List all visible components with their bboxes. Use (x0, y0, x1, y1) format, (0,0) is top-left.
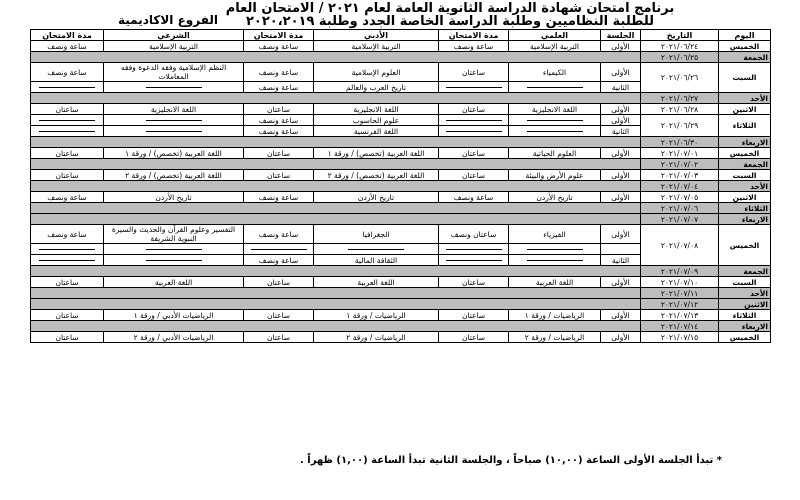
empty-cell (439, 255, 509, 266)
holiday-row (31, 214, 771, 225)
holiday-fill (31, 266, 641, 277)
holiday-fill (31, 299, 641, 310)
holiday-fill (31, 93, 641, 104)
duration-cell: ساعة ونصف (244, 115, 314, 126)
branch-label: الفروع الاكاديمية (118, 13, 218, 27)
footnote: * تبدأ الجلسة الأولى الساعة (١٠,٠٠) صباحاً ، والجلسة الثانية تبدأ الساعة (١,٠٠) ظهراً . (300, 455, 722, 466)
exam-row (31, 310, 771, 321)
duration-cell: ساعة ونصف (244, 41, 314, 52)
holiday-fill (31, 321, 641, 332)
session-cell: الأولى (601, 277, 641, 288)
holiday-fill (31, 288, 641, 299)
dash-line (446, 131, 502, 132)
duration-cell: ساعتان (439, 148, 509, 159)
holiday-row (31, 321, 771, 332)
exam-schedule-table (30, 29, 771, 343)
exam-row (31, 115, 771, 126)
header-row (31, 30, 771, 41)
dash-line (146, 260, 202, 261)
duration-cell: ساعة ونصف (244, 255, 314, 266)
date-cell: ٢٠٢١/٠٧/١٥ (641, 332, 719, 343)
subject-cell: اللغة الانجليزية (104, 104, 244, 115)
header-day: اليوم (719, 30, 771, 41)
date-cell: ٢٠٢١/٠٧/١١ (641, 288, 719, 299)
subject-cell: علوم الأرض والبيئة (509, 170, 601, 181)
subject-cell: علوم الحاسوب (314, 115, 439, 126)
exam-row (31, 104, 771, 115)
duration-cell: ساعتان (439, 277, 509, 288)
date-cell: ٢٠٢١/٠٦/٢٩ (641, 115, 719, 137)
duration-cell: ساعتان (439, 104, 509, 115)
empty-cell (509, 255, 601, 266)
session-cell: الأولى (601, 192, 641, 203)
subject-cell: التربية الإسلامية (509, 41, 601, 52)
date-cell: ٢٠٢١/٠٧/٠٤ (641, 181, 719, 192)
session-cell: الأولى (601, 332, 641, 343)
subject-cell: تاريخ الأردن (509, 192, 601, 203)
subject-cell: الرياضيات الأدبي / ورقة ١ (104, 310, 244, 321)
subject-cell: الجغرافيا (314, 225, 439, 244)
day-cell: الأحد (719, 181, 771, 192)
subject-cell: اللغة الانجليزية (509, 104, 601, 115)
duration-cell: ساعة ونصف (31, 41, 104, 52)
exam-row (31, 332, 771, 343)
duration-cell: ساعتان (244, 170, 314, 181)
day-cell: السبت (719, 277, 771, 288)
day-cell: الأحد (719, 288, 771, 299)
duration-cell: ساعة ونصف (31, 63, 104, 82)
date-cell: ٢٠٢١/٠٧/١٤ (641, 321, 719, 332)
day-cell: السبت (719, 170, 771, 181)
day-cell: الخميس (719, 148, 771, 159)
subject-cell: الرياضيات / ورقة ٢ (314, 332, 439, 343)
dash-line (146, 87, 202, 88)
subject-cell: التربية الإسلامية (104, 41, 244, 52)
duration-cell: ساعتان (31, 332, 104, 343)
header-sharia: الشرعي (104, 30, 244, 41)
dash-line (446, 120, 502, 121)
exam-row (31, 192, 771, 203)
day-cell: الاثنين (719, 104, 771, 115)
date-cell: ٢٠٢١/٠٧/٠٦ (641, 203, 719, 214)
duration-cell: ساعة ونصف (244, 82, 314, 93)
subject-cell: الفيزياء (509, 225, 601, 244)
duration-cell: ساعتان (439, 310, 509, 321)
empty-cell (104, 82, 244, 93)
page-subtitle: للطلبة النظاميين وطلبة الدراسة الخاصة الجدد وطلبة ٢٠٢٠،٢٠١٩ (245, 15, 655, 29)
subject-cell: الرياضيات الأدبي / ورقة ٢ (104, 332, 244, 343)
duration-cell: ساعتان (244, 310, 314, 321)
empty-cell (509, 244, 601, 255)
exam-row (31, 225, 771, 244)
dash-line (446, 87, 502, 88)
session-cell: الثانية (601, 126, 641, 137)
dash-line (146, 120, 202, 121)
subject-cell: اللغة الفرنسية (314, 126, 439, 137)
header-duration: مدة الامتحان (31, 30, 104, 41)
empty-cell (31, 126, 104, 137)
holiday-fill (31, 203, 641, 214)
subject-cell: الكيمياء (509, 63, 601, 82)
duration-cell: ساعة ونصف (439, 192, 509, 203)
holiday-row (31, 93, 771, 104)
exam-row (31, 170, 771, 181)
empty-cell (31, 82, 104, 93)
duration-cell: ساعتان (31, 148, 104, 159)
subject-cell: اللغة العربية (تخصص) / ورقة ١ (104, 148, 244, 159)
subject-cell: التفسير وعلوم القرآن والحديث والسيرة النبوية الشريفة (104, 225, 244, 244)
duration-cell: ساعتان (31, 104, 104, 115)
exam-row (31, 41, 771, 52)
dash-line (146, 249, 202, 250)
dash-line (446, 249, 502, 250)
empty-cell (439, 82, 509, 93)
date-cell: ٢٠٢١/٠٧/٠٨ (641, 225, 719, 266)
schedule-body (31, 41, 771, 343)
subject-cell: العلوم الإسلامية (314, 63, 439, 82)
subject-cell: اللغة العربية (314, 277, 439, 288)
holiday-row (31, 299, 771, 310)
date-cell: ٢٠٢١/٠٦/٣٠ (641, 137, 719, 148)
day-cell: الاربعاء (719, 137, 771, 148)
date-cell: ٢٠٢١/٠٦/٢٦ (641, 63, 719, 93)
holiday-row (31, 181, 771, 192)
header-duration: مدة الامتحان (439, 30, 509, 41)
day-cell: الخميس (719, 332, 771, 343)
date-cell: ٢٠٢١/٠٧/٠٣ (641, 170, 719, 181)
dash-line (146, 131, 202, 132)
holiday-row (31, 288, 771, 299)
duration-cell: ساعة ونصف (244, 192, 314, 203)
exam-row (31, 148, 771, 159)
date-cell: ٢٠٢١/٠٧/٠٧ (641, 214, 719, 225)
holiday-fill (31, 52, 641, 63)
duration-cell: ساعتان (31, 277, 104, 288)
holiday-row (31, 137, 771, 148)
subject-cell: اللغة العربية (509, 277, 601, 288)
empty-cell (509, 115, 601, 126)
subject-cell: اللغة العربية (104, 277, 244, 288)
day-cell: الخميس (719, 41, 771, 52)
day-cell: الاثنين (719, 299, 771, 310)
session-cell (601, 244, 641, 255)
header-session: الجلسة (601, 30, 641, 41)
session-cell: الأولى (601, 310, 641, 321)
dash-line (527, 131, 583, 132)
holiday-fill (31, 137, 641, 148)
dash-line (527, 120, 583, 121)
subject-cell: تاريخ العرب والعالم (314, 82, 439, 93)
session-cell: الثانية (601, 82, 641, 93)
dash-line (39, 87, 95, 88)
date-cell: ٢٠٢١/٠٧/٠٢ (641, 159, 719, 170)
dash-line (527, 87, 583, 88)
session-cell: الأولى (601, 225, 641, 244)
date-cell: ٢٠٢١/٠٦/٢٨ (641, 104, 719, 115)
empty-cell (104, 115, 244, 126)
duration-cell: ساعة ونصف (439, 41, 509, 52)
session-cell: الأولى (601, 63, 641, 82)
date-cell: ٢٠٢١/٠٦/٢٥ (641, 52, 719, 63)
page-title: برنامج امتحان شهادة الدراسة الثانوية العامة لعام ٢٠٢١ / الامتحان العام (225, 2, 675, 16)
empty-cell (509, 82, 601, 93)
duration-cell: ساعتان (31, 170, 104, 181)
empty-cell (104, 126, 244, 137)
empty-cell (244, 244, 314, 255)
exam-row (31, 63, 771, 82)
header-literary: الأدبي (314, 30, 439, 41)
empty-cell (31, 255, 104, 266)
holiday-row (31, 266, 771, 277)
empty-cell (314, 244, 439, 255)
subject-cell: اللغة الانجليزية (314, 104, 439, 115)
duration-cell: ساعة ونصف (244, 63, 314, 82)
subject-cell: النظم الإسلامية وفقه الدعوة وفقه المعاملات (104, 63, 244, 82)
dash-line (39, 249, 95, 250)
holiday-row (31, 159, 771, 170)
day-cell: الاثنين (719, 192, 771, 203)
header-scientific: العلمي (509, 30, 601, 41)
empty-cell (439, 126, 509, 137)
duration-cell: ساعة ونصف (244, 126, 314, 137)
subject-cell: الرياضيات / ورقة ١ (509, 310, 601, 321)
day-cell: الاربعاء (719, 321, 771, 332)
subject-cell: تاريخ الأردن (314, 192, 439, 203)
holiday-row (31, 52, 771, 63)
duration-cell: ساعتان (439, 170, 509, 181)
subject-cell: التربية الإسلامية (314, 41, 439, 52)
date-cell: ٢٠٢١/٠٧/١٣ (641, 310, 719, 321)
duration-cell: ساعة ونصف (31, 225, 104, 244)
session-cell: الأولى (601, 148, 641, 159)
date-cell: ٢٠٢١/٠٧/١٠ (641, 277, 719, 288)
session-cell: الأولى (601, 115, 641, 126)
subject-cell: اللغة العربية (تخصص) / ورقة ٢ (104, 170, 244, 181)
empty-cell (31, 115, 104, 126)
dash-line (348, 249, 404, 250)
duration-cell: ساعة ونصف (244, 225, 314, 244)
subject-cell: الثقافة المالية (314, 255, 439, 266)
day-cell: الجمعة (719, 266, 771, 277)
header-duration: مدة الامتحان (244, 30, 314, 41)
day-cell: الثلاثاء (719, 203, 771, 214)
date-cell: ٢٠٢١/٠٧/٠٩ (641, 266, 719, 277)
header-date: التاريخ (641, 30, 719, 41)
holiday-fill (31, 181, 641, 192)
subject-cell: الرياضيات / ورقة ١ (314, 310, 439, 321)
date-cell: ٢٠٢١/٠٦/٢٤ (641, 41, 719, 52)
session-cell: الثانية (601, 255, 641, 266)
day-cell: الجمعة (719, 159, 771, 170)
date-cell: ٢٠٢١/٠٦/٢٧ (641, 93, 719, 104)
duration-cell: ساعتان (244, 104, 314, 115)
session-cell: الأولى (601, 104, 641, 115)
duration-cell: ساعة ونصف (31, 192, 104, 203)
holiday-row (31, 203, 771, 214)
dash-line (527, 260, 583, 261)
duration-cell: ساعتان ونصف (439, 225, 509, 244)
subject-cell: الرياضيات / ورقة ٢ (509, 332, 601, 343)
duration-cell: ساعتان (439, 332, 509, 343)
subject-cell: اللغة العربية (تخصص) / ورقة ١ (314, 148, 439, 159)
duration-cell: ساعتان (31, 310, 104, 321)
dash-line (39, 131, 95, 132)
date-cell: ٢٠٢١/٠٧/٠٥ (641, 192, 719, 203)
dash-line (527, 249, 583, 250)
session-cell: الأولى (601, 170, 641, 181)
date-cell: ٢٠٢١/٠٧/٠١ (641, 148, 719, 159)
day-cell: الاربعاء (719, 214, 771, 225)
session-cell: الأولى (601, 41, 641, 52)
day-cell: الخميس (719, 225, 771, 266)
empty-cell (509, 126, 601, 137)
day-cell: الثلاثاء (719, 310, 771, 321)
holiday-fill (31, 159, 641, 170)
empty-cell (439, 244, 509, 255)
dash-line (251, 249, 307, 250)
date-cell: ٢٠٢١/٠٧/١٢ (641, 299, 719, 310)
duration-cell: ساعتان (439, 63, 509, 82)
dash-line (39, 120, 95, 121)
dash-line (446, 260, 502, 261)
exam-row (31, 277, 771, 288)
empty-cell (31, 244, 104, 255)
day-cell: السبت (719, 63, 771, 93)
day-cell: الجمعة (719, 52, 771, 63)
dash-line (39, 260, 95, 261)
day-cell: الثلاثاء (719, 115, 771, 137)
subject-cell: تاريخ الأردن (104, 192, 244, 203)
duration-cell: ساعتان (244, 277, 314, 288)
duration-cell: ساعتان (244, 148, 314, 159)
day-cell: الأحد (719, 93, 771, 104)
empty-cell (104, 244, 244, 255)
duration-cell: ساعتان (244, 332, 314, 343)
subject-cell: اللغة العربية (تخصص) / ورقة ٢ (314, 170, 439, 181)
empty-cell (104, 255, 244, 266)
holiday-fill (31, 214, 641, 225)
subject-cell: العلوم الحياتية (509, 148, 601, 159)
empty-cell (439, 115, 509, 126)
